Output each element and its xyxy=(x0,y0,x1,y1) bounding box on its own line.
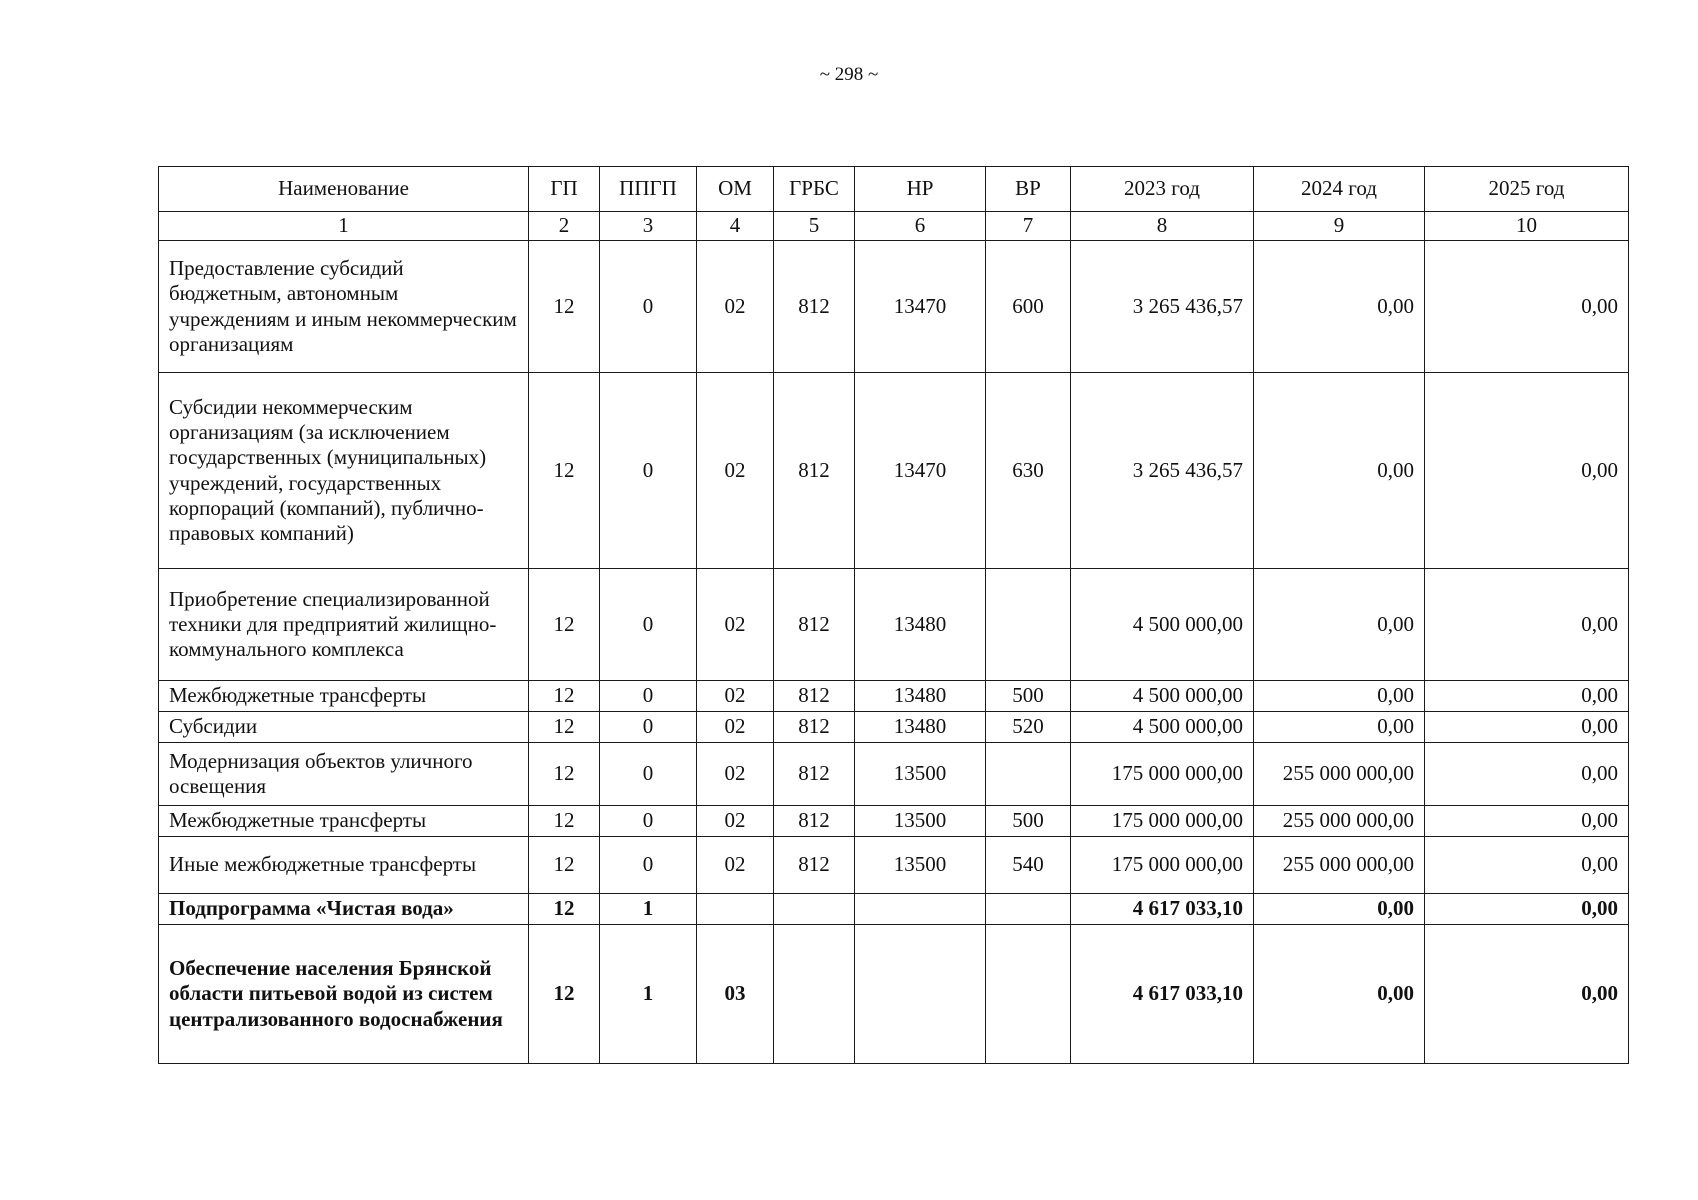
cell-om: 02 xyxy=(697,743,774,806)
header-2023: 2023 год xyxy=(1071,167,1254,212)
cell-2023: 4 500 000,00 xyxy=(1071,569,1254,681)
cell-vr xyxy=(986,925,1071,1064)
cell-ppgp: 0 xyxy=(600,681,697,712)
budget-table xyxy=(158,166,1629,1064)
cell-ppgp: 0 xyxy=(600,712,697,743)
header-2025: 2025 год xyxy=(1425,167,1629,212)
table-row xyxy=(159,569,1629,681)
cell-ppgp: 0 xyxy=(600,241,697,373)
cell-ppgp: 0 xyxy=(600,569,697,681)
header-name: Наименование xyxy=(159,167,529,212)
cell-ppgp: 0 xyxy=(600,743,697,806)
column-number: 4 xyxy=(697,212,774,241)
cell-nr: 13470 xyxy=(855,241,986,373)
cell-ppgp: 1 xyxy=(600,894,697,925)
cell-vr: 500 xyxy=(986,681,1071,712)
cell-om: 02 xyxy=(697,569,774,681)
column-number: 8 xyxy=(1071,212,1254,241)
cell-ppgp: 0 xyxy=(600,806,697,837)
cell-2024: 255 000 000,00 xyxy=(1254,743,1425,806)
cell-2025: 0,00 xyxy=(1425,743,1629,806)
header-gp: ГП xyxy=(529,167,600,212)
cell-2024: 0,00 xyxy=(1254,681,1425,712)
cell-2023: 4 500 000,00 xyxy=(1071,712,1254,743)
cell-2023: 175 000 000,00 xyxy=(1071,837,1254,894)
cell-gp: 12 xyxy=(529,241,600,373)
cell-gp: 12 xyxy=(529,681,600,712)
cell-vr: 540 xyxy=(986,837,1071,894)
table-row xyxy=(159,373,1629,569)
column-number: 1 xyxy=(159,212,529,241)
cell-om: 02 xyxy=(697,837,774,894)
cell-2024: 0,00 xyxy=(1254,925,1425,1064)
header-vr: ВР xyxy=(986,167,1071,212)
column-number: 5 xyxy=(774,212,855,241)
cell-ppgp: 0 xyxy=(600,837,697,894)
cell-grbs: 812 xyxy=(774,837,855,894)
cell-2025: 0,00 xyxy=(1425,925,1629,1064)
cell-om: 02 xyxy=(697,681,774,712)
table-row xyxy=(159,712,1629,743)
header-2024: 2024 год xyxy=(1254,167,1425,212)
cell-vr: 600 xyxy=(986,241,1071,373)
row-name: Иные межбюджетные трансферты xyxy=(159,837,529,894)
cell-2025: 0,00 xyxy=(1425,712,1629,743)
cell-ppgp: 1 xyxy=(600,925,697,1064)
column-number: 2 xyxy=(529,212,600,241)
cell-2024: 0,00 xyxy=(1254,241,1425,373)
cell-om xyxy=(697,894,774,925)
cell-nr xyxy=(855,894,986,925)
cell-om: 02 xyxy=(697,712,774,743)
cell-2025: 0,00 xyxy=(1425,241,1629,373)
table-row xyxy=(159,806,1629,837)
cell-gp: 12 xyxy=(529,712,600,743)
table-row xyxy=(159,743,1629,806)
column-number: 3 xyxy=(600,212,697,241)
cell-gp: 12 xyxy=(529,806,600,837)
table-row xyxy=(159,681,1629,712)
header-grbs: ГРБС xyxy=(774,167,855,212)
column-number-row xyxy=(159,212,1629,241)
cell-nr: 13500 xyxy=(855,743,986,806)
column-number: 7 xyxy=(986,212,1071,241)
cell-2023: 175 000 000,00 xyxy=(1071,806,1254,837)
cell-2025: 0,00 xyxy=(1425,806,1629,837)
cell-ppgp: 0 xyxy=(600,373,697,569)
cell-om: 02 xyxy=(697,241,774,373)
header-ppgp: ППГП xyxy=(600,167,697,212)
table-row xyxy=(159,925,1629,1064)
header-nr: НР xyxy=(855,167,986,212)
cell-2024: 0,00 xyxy=(1254,373,1425,569)
row-name: Субсидии некоммерческим организациям (за исключением государственных (муниципальных) учреждений, государственных корпораций (компаний), публично-правовых компаний) xyxy=(159,373,529,569)
table-row xyxy=(159,837,1629,894)
cell-2025: 0,00 xyxy=(1425,569,1629,681)
cell-grbs: 812 xyxy=(774,373,855,569)
cell-2023: 4 617 033,10 xyxy=(1071,894,1254,925)
cell-nr: 13480 xyxy=(855,569,986,681)
cell-vr xyxy=(986,894,1071,925)
cell-om: 02 xyxy=(697,806,774,837)
cell-grbs: 812 xyxy=(774,743,855,806)
cell-2024: 0,00 xyxy=(1254,894,1425,925)
cell-nr: 13480 xyxy=(855,712,986,743)
cell-2025: 0,00 xyxy=(1425,373,1629,569)
row-name: Субсидии xyxy=(159,712,529,743)
cell-grbs xyxy=(774,894,855,925)
row-name: Модернизация объектов уличного освещения xyxy=(159,743,529,806)
cell-2024: 0,00 xyxy=(1254,569,1425,681)
cell-2024: 255 000 000,00 xyxy=(1254,837,1425,894)
cell-vr: 520 xyxy=(986,712,1071,743)
cell-grbs: 812 xyxy=(774,806,855,837)
cell-2023: 4 500 000,00 xyxy=(1071,681,1254,712)
page-number: ~ 298 ~ xyxy=(819,64,879,85)
row-name: Межбюджетные трансферты xyxy=(159,681,529,712)
cell-vr xyxy=(986,743,1071,806)
cell-2024: 255 000 000,00 xyxy=(1254,806,1425,837)
cell-grbs: 812 xyxy=(774,241,855,373)
row-name: Обеспечение населения Брянской области питьевой водой из систем централизованного водоснабжения xyxy=(159,925,529,1064)
cell-2023: 175 000 000,00 xyxy=(1071,743,1254,806)
cell-vr xyxy=(986,569,1071,681)
cell-gp: 12 xyxy=(529,569,600,681)
cell-nr: 13480 xyxy=(855,681,986,712)
cell-grbs: 812 xyxy=(774,569,855,681)
cell-2023: 3 265 436,57 xyxy=(1071,241,1254,373)
cell-gp: 12 xyxy=(529,373,600,569)
cell-2025: 0,00 xyxy=(1425,894,1629,925)
row-name: Приобретение специализированной техники для предприятий жилищно-коммунального комплекса xyxy=(159,569,529,681)
cell-grbs: 812 xyxy=(774,712,855,743)
cell-nr xyxy=(855,925,986,1064)
column-number: 9 xyxy=(1254,212,1425,241)
cell-2025: 0,00 xyxy=(1425,837,1629,894)
cell-vr: 630 xyxy=(986,373,1071,569)
cell-gp: 12 xyxy=(529,743,600,806)
header-row xyxy=(159,167,1629,212)
cell-gp: 12 xyxy=(529,894,600,925)
cell-om: 02 xyxy=(697,373,774,569)
cell-om: 03 xyxy=(697,925,774,1064)
column-number: 10 xyxy=(1425,212,1629,241)
cell-gp: 12 xyxy=(529,837,600,894)
cell-nr: 13500 xyxy=(855,806,986,837)
cell-2024: 0,00 xyxy=(1254,712,1425,743)
cell-vr: 500 xyxy=(986,806,1071,837)
header-om: ОМ xyxy=(697,167,774,212)
cell-2025: 0,00 xyxy=(1425,681,1629,712)
cell-grbs: 812 xyxy=(774,681,855,712)
cell-2023: 4 617 033,10 xyxy=(1071,925,1254,1064)
row-name: Межбюджетные трансферты xyxy=(159,806,529,837)
column-number: 6 xyxy=(855,212,986,241)
cell-2023: 3 265 436,57 xyxy=(1071,373,1254,569)
table-row xyxy=(159,241,1629,373)
cell-gp: 12 xyxy=(529,925,600,1064)
cell-nr: 13470 xyxy=(855,373,986,569)
table-row xyxy=(159,894,1629,925)
cell-nr: 13500 xyxy=(855,837,986,894)
cell-grbs xyxy=(774,925,855,1064)
row-name: Предоставление субсидий бюджетным, автономным учреждениям и иным некоммерческим организациям xyxy=(159,241,529,373)
row-name: Подпрограмма «Чистая вода» xyxy=(159,894,529,925)
